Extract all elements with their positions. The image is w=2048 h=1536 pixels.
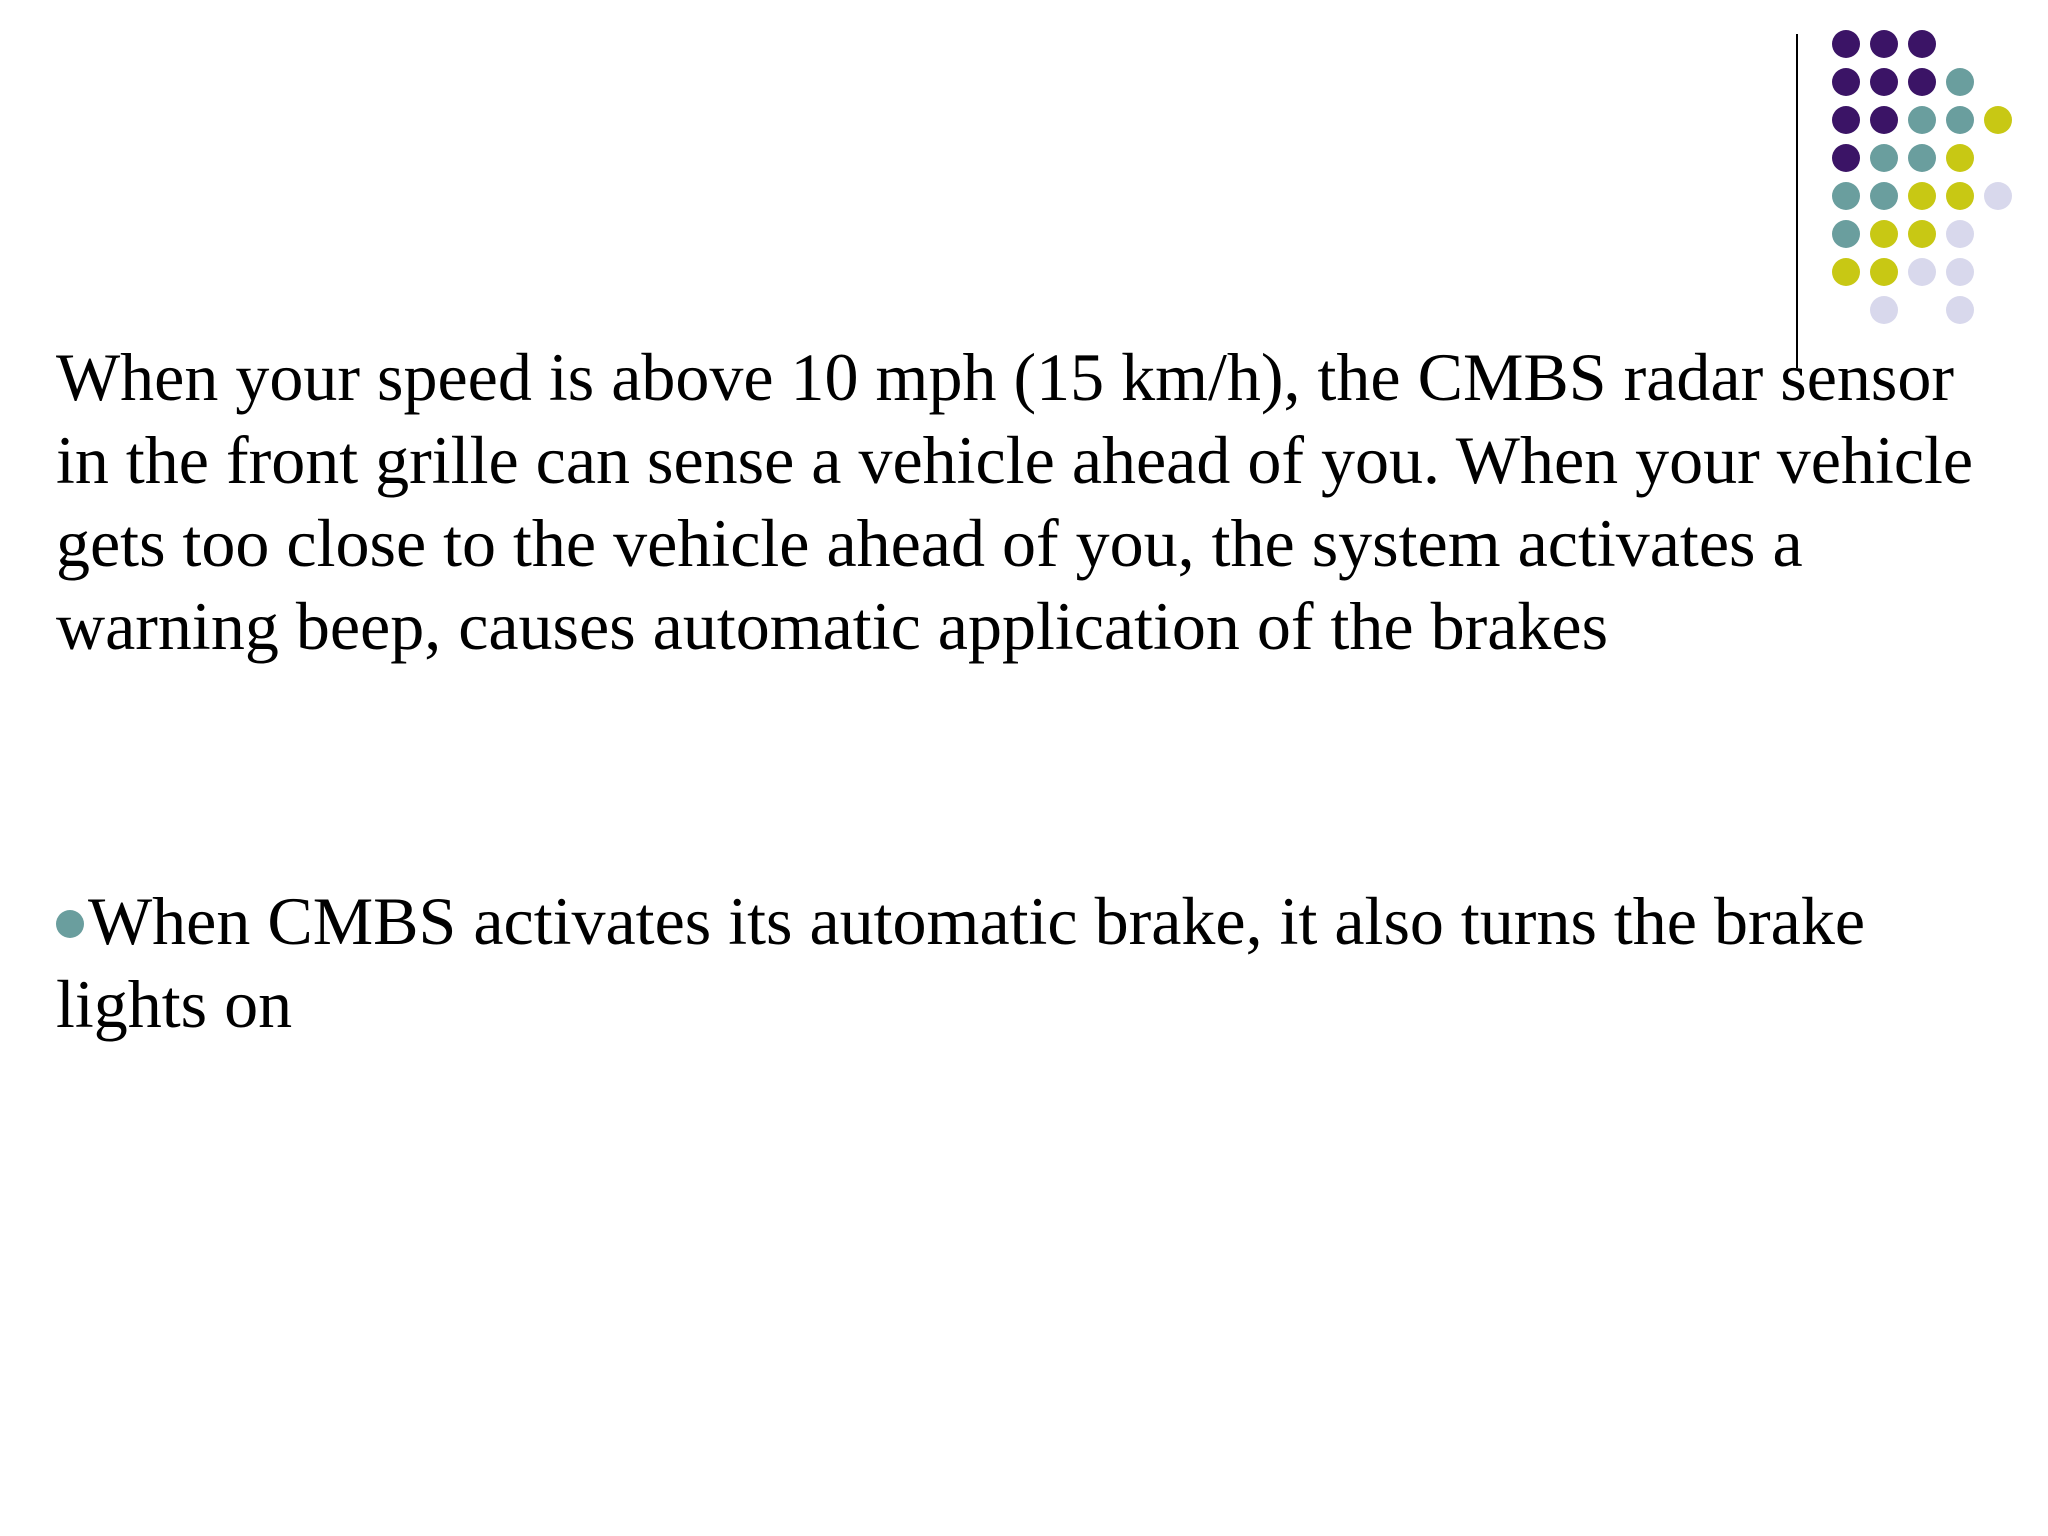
decorative-dot <box>1832 68 1860 96</box>
decorative-dot-grid <box>1832 30 2032 330</box>
body-paragraph: When your speed is above 10 mph (15 km/h), the CMBS radar sensor in the front grille can sense a vehicle ahead of you. When your vehicle gets too close to the vehicle ahead of you, the system activates a warning beep, causes automatic application of the brakes <box>56 339 1974 664</box>
decorative-dot <box>1908 220 1936 248</box>
decorative-dot <box>1832 182 1860 210</box>
decorative-dot <box>1908 182 1936 210</box>
decorative-dot <box>1946 296 1974 324</box>
decorative-dot <box>1832 220 1860 248</box>
decorative-dot <box>1870 182 1898 210</box>
decorative-dot <box>1832 30 1860 58</box>
bullet-text: When CMBS activates its automatic brake, it also turns the brake lights on <box>56 883 1865 1042</box>
decorative-dot <box>1984 106 2012 134</box>
decorative-dot <box>1946 68 1974 96</box>
decorative-dot <box>1870 220 1898 248</box>
decorative-dot <box>1870 144 1898 172</box>
decorative-dot <box>1870 30 1898 58</box>
decorative-dot <box>1908 144 1936 172</box>
decorative-dot <box>1908 258 1936 286</box>
decorative-dot <box>1870 68 1898 96</box>
decorative-dot <box>1908 30 1936 58</box>
decorative-dot <box>1946 106 1974 134</box>
decorative-dot <box>1832 106 1860 134</box>
decorative-dot <box>1870 106 1898 134</box>
decorative-dot <box>1870 258 1898 286</box>
decorative-dot <box>1984 182 2012 210</box>
decorative-dot <box>1832 144 1860 172</box>
decorative-dot <box>1832 258 1860 286</box>
bullet-icon <box>56 910 84 938</box>
decorative-dot <box>1946 144 1974 172</box>
decorative-dot <box>1870 296 1898 324</box>
vertical-divider <box>1796 34 1798 368</box>
decorative-dot <box>1946 220 1974 248</box>
decorative-dot <box>1908 106 1936 134</box>
decorative-dot <box>1946 258 1974 286</box>
decorative-dot <box>1946 182 1974 210</box>
bullet-item <box>56 880 1996 1046</box>
decorative-dot <box>1908 68 1936 96</box>
